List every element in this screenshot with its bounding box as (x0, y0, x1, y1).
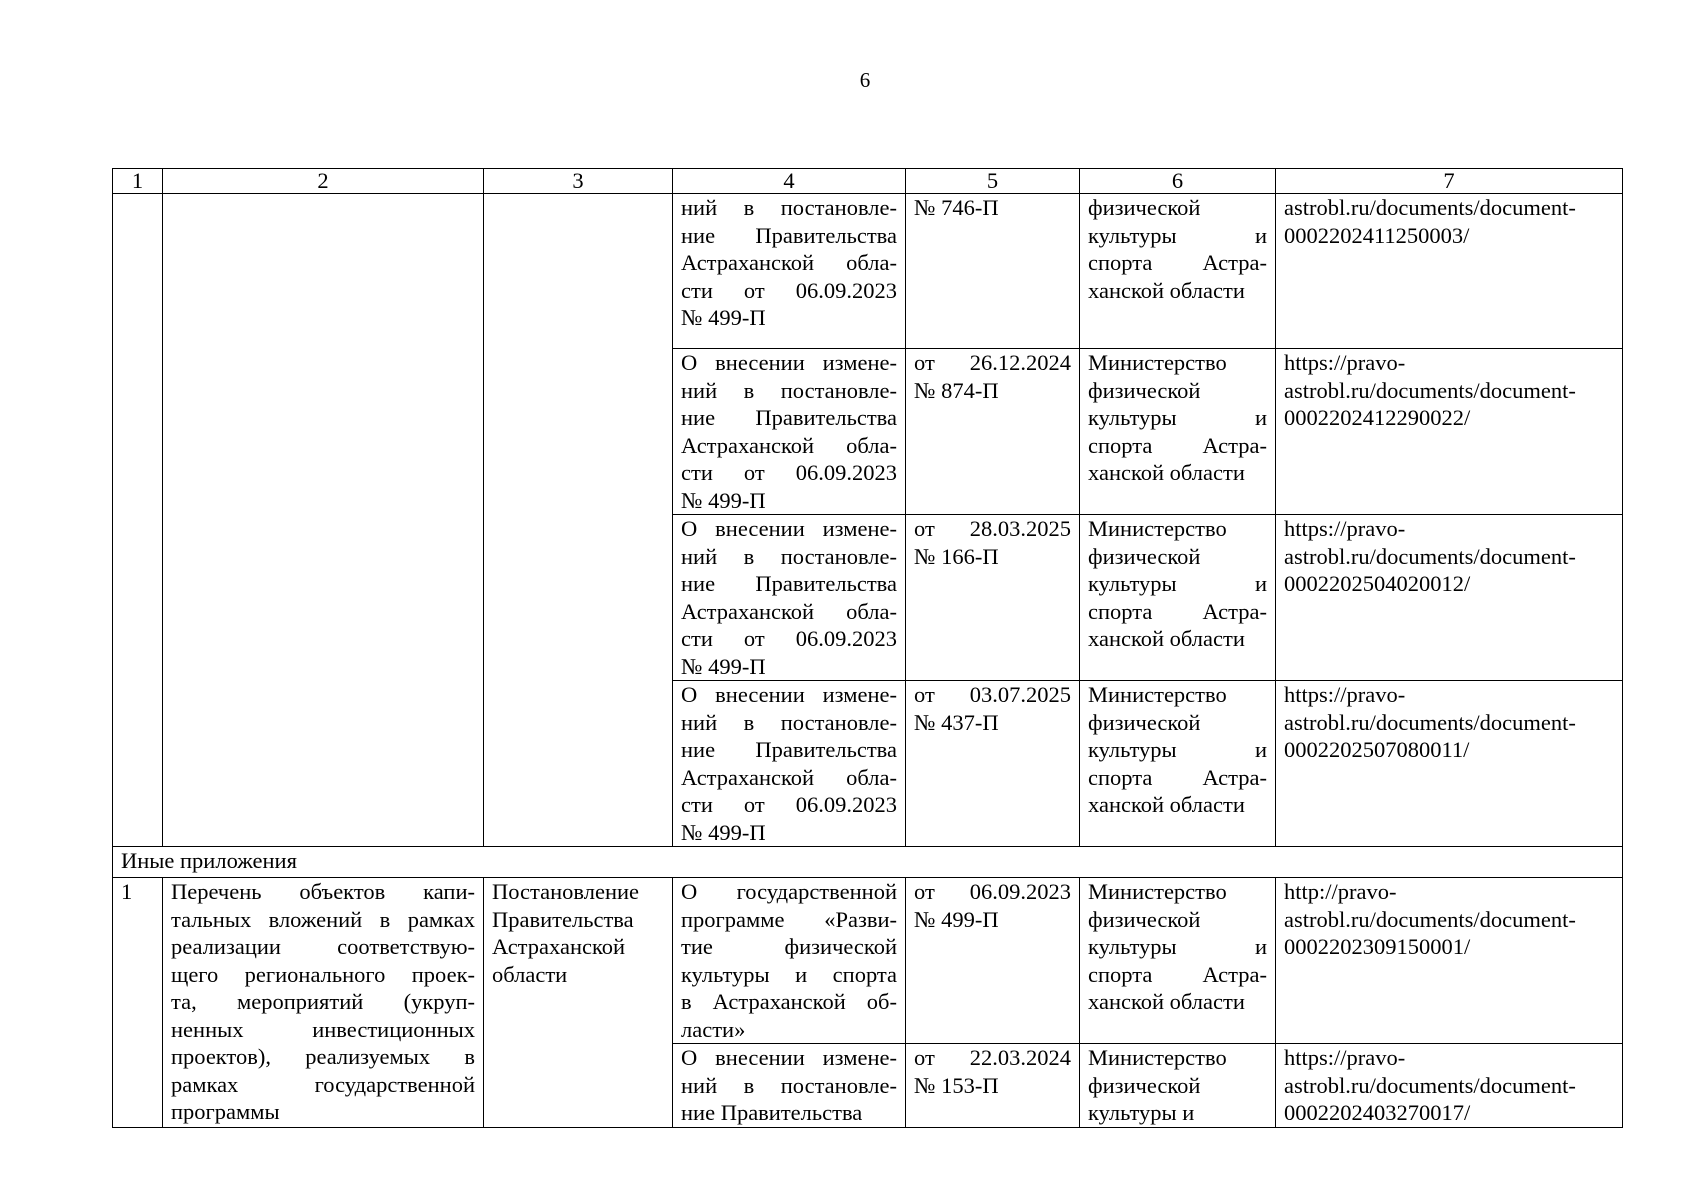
act-date-cell (906, 878, 1080, 1044)
responsible-org-line: спорта Астра- (1088, 598, 1267, 624)
responsible-org-line: ханской области (1088, 792, 1245, 817)
document-link-cell[interactable] (1276, 194, 1623, 349)
responsible-org-line: спорта Астра- (1088, 432, 1267, 458)
responsible-org-cell (1080, 349, 1276, 515)
act-title-line: ние Правительства (681, 571, 897, 596)
name-cell (163, 878, 484, 1128)
act-date-line: № 153-П (914, 1072, 999, 1098)
name-line: ненных инвестиционных (171, 1016, 475, 1042)
act-title-line: в Астраханской об- (681, 989, 897, 1014)
act-date-line: от 22.03.2024 (914, 1045, 1071, 1070)
responsible-org-line: физической (1088, 195, 1201, 220)
responsible-org-line: спорта Астра- (1088, 764, 1267, 790)
document-link-line: 0002202403270017/ (1284, 1100, 1471, 1125)
document-link-line: https://pravo- (1284, 1045, 1406, 1070)
document-link-line: astrobl.ru/documents/document- (1284, 1072, 1576, 1098)
document-link-line: astrobl.ru/documents/document- (1284, 709, 1576, 735)
act-title-line: О внесении измене- (681, 682, 897, 707)
responsible-org-line: физической (1088, 906, 1201, 932)
act-title-line: О внесении измене- (681, 1045, 897, 1070)
act-title-line: культуры и спорта (681, 961, 897, 987)
responsible-org-line: культуры и (1088, 571, 1267, 596)
responsible-org-line: физической (1088, 543, 1201, 569)
act-title-line: Астраханской обла- (681, 764, 897, 790)
act-title-line: № 499-П (681, 653, 766, 679)
documents-table (112, 168, 1623, 1128)
document-link-line: https://pravo- (1284, 350, 1406, 375)
act-title-line: ние Правительства (681, 1100, 863, 1125)
row-number-cell (113, 194, 163, 847)
page-number: 6 (859, 68, 871, 92)
responsible-org-cell (1080, 194, 1276, 349)
table-row (113, 878, 1623, 1044)
name-cell (163, 194, 484, 847)
responsible-org-line: ханской области (1088, 460, 1245, 485)
document-link-line: astrobl.ru/documents/document- (1284, 195, 1576, 220)
document-link-line: astrobl.ru/documents/document- (1284, 543, 1576, 569)
document-link-line: http://pravo- (1284, 879, 1397, 904)
column-number: 4 (673, 169, 906, 194)
act-title-line: сти от 06.09.2023 (681, 626, 897, 651)
document-link-cell[interactable] (1276, 878, 1623, 1044)
act-title-line: О внесении измене- (681, 516, 897, 541)
responsible-org-line: спорта Астра- (1088, 961, 1267, 987)
act-title-cell (673, 515, 906, 681)
act-title-line: сти от 06.09.2023 (681, 460, 897, 485)
column-number: 7 (1276, 169, 1623, 194)
act-type-line: области (492, 961, 568, 987)
act-title-line: № 499-П (681, 819, 766, 845)
responsible-org-line: культуры и (1088, 405, 1267, 430)
act-title-line: ний в постановле- (681, 195, 897, 220)
act-title-line: сти от 06.09.2023 (681, 792, 897, 817)
act-date-cell (906, 681, 1080, 847)
act-date-line: № 499-П (914, 906, 999, 932)
responsible-org-line: Министерство (1088, 879, 1227, 904)
act-date-line: № 874-П (914, 377, 999, 403)
act-title-line: ний в постановле- (681, 1072, 897, 1098)
name-line: Перечень объектов капи- (171, 879, 475, 904)
responsible-org-line: Министерство (1088, 1045, 1227, 1070)
responsible-org-cell (1080, 515, 1276, 681)
responsible-org-line: культуры и (1088, 1100, 1195, 1125)
act-date-line: № 437-П (914, 709, 999, 735)
document-link-line: https://pravo- (1284, 682, 1406, 707)
name-line: программы (171, 1099, 280, 1124)
act-date-line: от 06.09.2023 (914, 879, 1071, 904)
document-link-line: 0002202507080011/ (1284, 737, 1470, 762)
act-title-line: сти от 06.09.2023 (681, 277, 897, 303)
act-type-cell (484, 194, 673, 847)
act-title-line: Астраханской обла- (681, 250, 897, 275)
name-line: проектов), реализуемых в (171, 1044, 475, 1069)
responsible-org-line: Министерство (1088, 516, 1227, 541)
document-link-line: 0002202412290022/ (1284, 405, 1471, 430)
document-link-line: https://pravo- (1284, 516, 1406, 541)
responsible-org-line: физической (1088, 377, 1201, 403)
act-type-cell (484, 878, 673, 1128)
act-date-cell (906, 194, 1080, 349)
column-number: 1 (113, 169, 163, 194)
act-title-line: программе «Разви- (681, 906, 897, 932)
document-link-line: astrobl.ru/documents/document- (1284, 377, 1576, 403)
act-title-line: Астраханской обла- (681, 598, 897, 624)
name-line: реализации соответствую- (171, 934, 475, 959)
act-title-line: ласти» (681, 1016, 746, 1042)
column-number: 2 (163, 169, 484, 194)
responsible-org-line: культуры и (1088, 934, 1267, 959)
act-date-cell (906, 349, 1080, 515)
responsible-org-cell (1080, 681, 1276, 847)
act-date-cell (906, 515, 1080, 681)
responsible-org-line: Министерство (1088, 350, 1227, 375)
document-link-cell[interactable] (1276, 349, 1623, 515)
responsible-org-cell (1080, 878, 1276, 1044)
responsible-org-line: культуры и (1088, 737, 1267, 762)
row-number: 1 (121, 879, 133, 904)
table-row (113, 194, 1623, 349)
act-title-line: ний в постановле- (681, 543, 897, 569)
act-title-line: Астраханской обла- (681, 432, 897, 458)
act-type-line: Постановление (492, 879, 640, 904)
responsible-org-line: физической (1088, 709, 1201, 735)
act-type-line: Правительства (492, 906, 634, 932)
responsible-org-cell (1080, 1044, 1276, 1128)
document-link-cell[interactable] (1276, 681, 1623, 847)
act-title-line: ние Правительства (681, 222, 897, 248)
document-link-line: 0002202309150001/ (1284, 934, 1471, 959)
responsible-org-line: культуры и (1088, 222, 1267, 248)
act-title-line: № 499-П (681, 305, 766, 330)
act-type-line: Астраханской (492, 934, 626, 959)
document-link-line: astrobl.ru/documents/document- (1284, 906, 1576, 932)
responsible-org-line: ханской области (1088, 277, 1245, 303)
act-date-line: от 28.03.2025 (914, 516, 1071, 541)
document-link-cell[interactable] (1276, 515, 1623, 681)
act-title-line: № 499-П (681, 487, 766, 513)
act-title-line: ний в постановле- (681, 709, 897, 735)
act-date-line: № 746-П (914, 195, 999, 220)
name-line: щего регионального проек- (171, 961, 475, 987)
act-title-line: ний в постановле- (681, 377, 897, 403)
act-title-line: О государственной (681, 879, 897, 904)
act-date-line: № 166-П (914, 543, 999, 569)
act-title-line: ние Правительства (681, 405, 897, 430)
act-title-cell (673, 681, 906, 847)
section-header-row (113, 847, 1623, 878)
section-title: Иные приложения (113, 847, 1623, 878)
act-title-line: ние Правительства (681, 737, 897, 762)
act-title-cell (673, 349, 906, 515)
name-line: рамках государственной (171, 1071, 475, 1097)
responsible-org-line: Министерство (1088, 682, 1227, 707)
document-link-line: 0002202504020012/ (1284, 571, 1471, 596)
act-title-cell (673, 1044, 906, 1128)
document-link-cell[interactable] (1276, 1044, 1623, 1128)
act-date-cell (906, 1044, 1080, 1128)
row-number-cell (113, 878, 163, 1128)
act-date-line: от 26.12.2024 (914, 350, 1071, 375)
name-line: та, мероприятий (укруп- (171, 989, 475, 1014)
responsible-org-line: ханской области (1088, 989, 1245, 1014)
act-date-line: от 03.07.2025 (914, 682, 1071, 707)
column-number: 3 (484, 169, 673, 194)
responsible-org-line: физической (1088, 1072, 1201, 1098)
responsible-org-line: спорта Астра- (1088, 250, 1267, 275)
act-title-line: тие физической (681, 934, 897, 959)
column-number: 6 (1080, 169, 1276, 194)
act-title-line: О внесении измене- (681, 350, 897, 375)
document-link-line: 0002202411250003/ (1284, 222, 1470, 248)
name-line: тальных вложений в рамках (171, 906, 475, 932)
column-number: 5 (906, 169, 1080, 194)
act-title-cell (673, 194, 906, 349)
column-number-row (113, 169, 1623, 194)
responsible-org-line: ханской области (1088, 626, 1245, 651)
act-title-cell (673, 878, 906, 1044)
